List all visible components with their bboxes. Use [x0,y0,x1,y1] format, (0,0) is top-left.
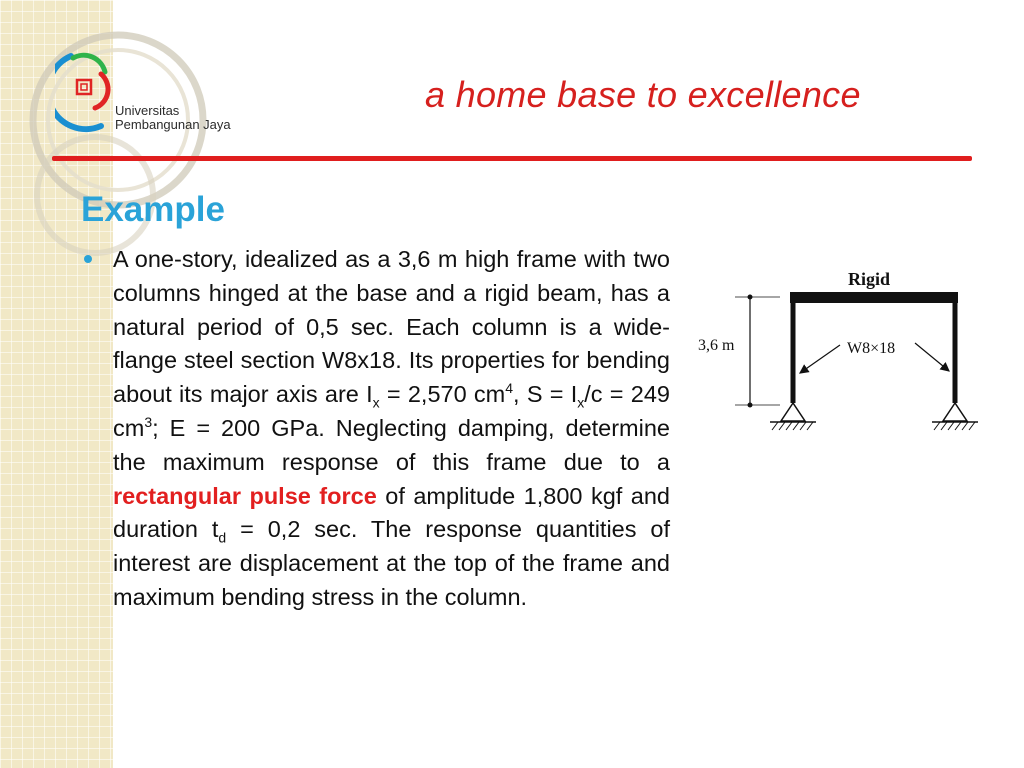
logo-line-2: Pembangunan Jaya [115,117,231,132]
text-part: = 2,570 cm [379,381,506,408]
bullet-icon [84,255,92,263]
text-part: = 0,2 sec. The response quantities of interest are displacement at the top of the frame and maximum bending stress in the column. [113,516,670,610]
subscript-d: d [218,530,227,547]
rigid-beam [790,292,958,303]
text-part: of amplitude 1,800 kgf and duration t [113,482,670,543]
superscript-4: 4 [505,380,514,397]
right-hinge-support [932,403,978,430]
subscript-x: x [577,394,585,411]
header-tagline: a home base to excellence [425,74,861,115]
superscript-3: 3 [144,414,153,431]
left-hinge-support [770,403,816,430]
logo-line-1: Universitas [115,103,180,118]
problem-statement [113,243,670,615]
logo-wordmark [115,104,231,132]
text-part: /c = 249 cm [113,381,670,441]
text-part: , S = I [513,381,578,408]
rigid-label: Rigid [848,269,891,289]
section-label: W8×18 [847,340,896,357]
frame-diagram [690,255,990,445]
slide-title: Example [81,190,225,229]
arrow-right-column [915,343,949,371]
subscript-x: x [372,394,380,411]
highlight-phrase: rectangular pulse force [113,482,377,509]
text-part: ; E = 200 GPa. Neglecting damping, determine the maximum response of this frame due to a [113,414,670,475]
header-divider [52,156,972,161]
logo-mark-icon [55,46,117,138]
university-logo [55,46,255,146]
arrow-left-column [800,345,840,373]
text-part: A one-story, idealized as a 3,6 m high frame with two columns hinged at the base and a rigid beam, has a natural period of 0,5 sec. Each column is a wide-flange steel section W8x18. Its properties for bending about its major axis are I [113,246,670,408]
height-label: 3,6 m [698,337,735,354]
